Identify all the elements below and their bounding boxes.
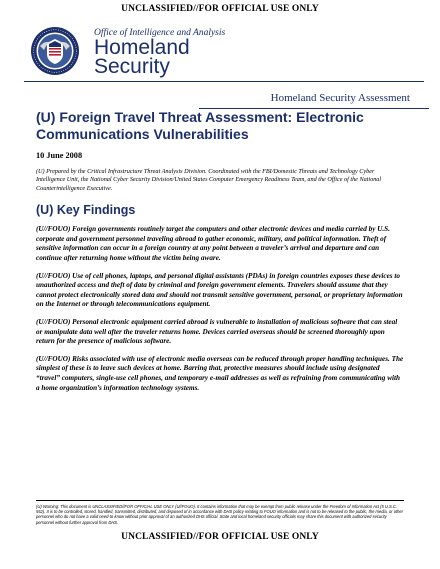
document-title: (U) Foreign Travel Threat Assessment: Electronic Communications Vulnerabilities (36, 109, 364, 142)
classification-marking: (U//FOUO) (36, 271, 71, 280)
finding-paragraph (36, 272, 404, 310)
logotype-line-security: Security (94, 55, 170, 78)
finding-paragraph (36, 225, 404, 263)
assessment-label: Homeland Security Assessment (270, 92, 410, 104)
finding-paragraph (36, 318, 404, 347)
finding-text: Foreign governments routinely target the computers and other electronic devices and media carried by U.S. corporate and government personnel traveling abroad to gather economic, military, and political information. Theft of sensitive information can occur in a foreign country at any point between a traveler’s arrival and departure and can continue after returning home without the victim being aware. (36, 225, 390, 262)
document-body (36, 109, 404, 393)
dhs-seal-icon (30, 26, 80, 76)
classification-marking: (U//FOUO) (36, 317, 71, 326)
classification-banner-top: UNCLASSIFIED//FOR OFFICIAL USE ONLY (121, 4, 319, 14)
finding-paragraph (36, 355, 404, 393)
finding-text: Risks associated with use of electronic media overseas can be reduced through proper handling techniques. The simplest of these is to leave such devices at home. Barring that, protective measures should include using designated “travel” computers, single-use cell phones, and temporary e-mail addresses as well as refraining from communicating with a home organization’s information technology systems. (36, 354, 404, 392)
logotype-line-homeland: Homeland (94, 36, 190, 59)
document-header (24, 16, 424, 106)
classification-marking: (U//FOUO) (36, 225, 71, 234)
homeland-security-logotype (94, 38, 190, 76)
office-name: Office of Intelligence and Analysis (94, 28, 226, 38)
fouo-warning-notice: (U) Warning: This document is UNCLASSIFIED//FOR OFFICIAL USE ONLY (U//FOUO). It contains information that may be exempt from public release under the Freedom of Information Act (5 U.S.C. 552). It is to be controlled, stored, handled, transmitted, distributed, and disposed of in accordance with DHS policy relating to FOUO information and is not to be released to the public, the media, or other personnel who do not have a valid need-to-know without prior approval of an authorized DHS official. State and local homeland security officials may share this document with authorized security personnel without further approval from DHS. (36, 500, 404, 525)
classification-marking: (U//FOUO) (36, 354, 71, 363)
finding-text: Personal electronic equipment carried abroad is vulnerable to installation of malicious software that can steal or manipulate data well after the traveler returns home. Devices carried overseas should be screened thoroughly upon return for the presence of malicious software. (36, 317, 398, 346)
finding-text: Use of cell phones, laptops, and personal digital assistants (PDAs) in foreign countries exposes these devices to unauthorized access and theft of data by criminal and foreign government elements. Travelers should assume that they cannot protect electronically stored data and should not transmit sensitive government, personal, or proprietary information on the Internet or through telecommunications equipment. (36, 271, 403, 309)
classification-banner-bottom: UNCLASSIFIED//FOR OFFICIAL USE ONLY (121, 532, 319, 542)
prepared-by-note: (U) Prepared by the Critical Infrastructure Threat Analysis Division. Coordinated with the FBI/Domestic Threats and Technology Cyber Intelligence Unit, the National Cyber Security Division/United States Computer Emergency Readiness Team, and the Office of the National Counterintelligence Executive. (36, 168, 382, 192)
key-findings-heading: (U) Key Findings (36, 203, 136, 218)
header-rule (24, 81, 424, 82)
document-date: 10 June 2008 (36, 151, 83, 160)
